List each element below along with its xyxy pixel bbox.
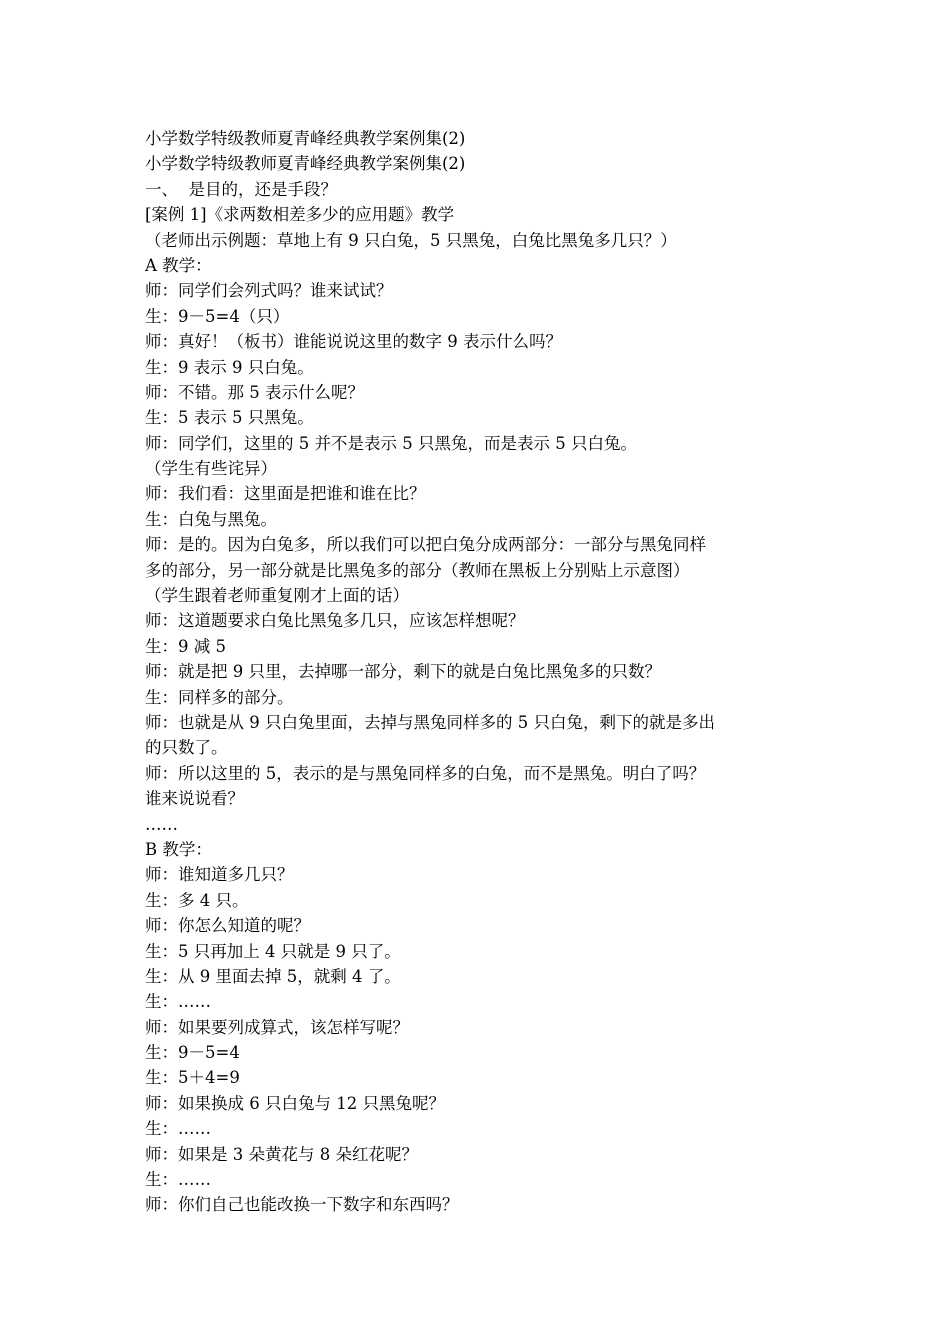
- text-line: 师：如果是 3 朵黄花与 8 朵红花呢？: [145, 1144, 418, 1164]
- text-line: 师：这道题要求白兔比黑兔多几只，应该怎样想呢？: [145, 611, 525, 631]
- text-line: 生：……: [145, 1170, 211, 1190]
- text-line: 生：9－5=4（只）: [145, 306, 290, 326]
- text-line: 生：5＋4=9: [145, 1068, 240, 1088]
- text-line: （学生有些诧异）: [145, 459, 277, 479]
- text-line: 生：9 表示 9 只白兔。: [145, 357, 314, 377]
- text-line: 的只数了。: [145, 738, 228, 758]
- document-body: [145, 126, 825, 1218]
- text-line: 生：白兔与黑兔。: [145, 509, 277, 529]
- text-line: 生：5 只再加上 4 只就是 9 只了。: [145, 941, 401, 961]
- text-line: 生：多 4 只。: [145, 890, 249, 910]
- text-line: 师：不错。那 5 表示什么呢？: [145, 382, 364, 402]
- document-subtitle: 小学数学特级教师夏青峰经典教学案例集(2): [145, 154, 466, 174]
- text-line: 师：谁知道多几只？: [145, 865, 294, 885]
- text-line: 多的部分，另一部分就是比黑兔多的部分（教师在黑板上分别贴上示意图）: [145, 560, 690, 580]
- ellipsis-line: ……: [145, 814, 178, 834]
- text-line: （学生跟着老师重复刚才上面的话）: [145, 586, 409, 606]
- section-b-heading: B 教学：: [145, 839, 212, 859]
- text-line: 生：同样多的部分。: [145, 687, 294, 707]
- text-line: 师：就是把 9 只里，去掉哪一部分，剩下的就是白兔比黑兔多的只数？: [145, 662, 661, 682]
- text-line: 生：9－5=4: [145, 1043, 240, 1063]
- text-line: 生：……: [145, 992, 211, 1012]
- text-line: 师：我们看：这里面是把谁和谁在比？: [145, 484, 426, 504]
- text-line: 师：是的。因为白兔多，所以我们可以把白兔分成两部分：一部分与黑兔同样: [145, 535, 706, 555]
- text-line: 师：如果换成 6 只白兔与 12 只黑兔呢？: [145, 1093, 445, 1113]
- text-line: 生：……: [145, 1119, 211, 1139]
- text-line: 师：同学们，这里的 5 并不是表示 5 只黑兔，而是表示 5 只白兔。: [145, 433, 637, 453]
- text-line: 师：同学们会列式吗？谁来试试？: [145, 281, 393, 301]
- section-a-heading: A 教学：: [145, 255, 212, 275]
- text-line: 师：如果要列成算式，该怎样写呢？: [145, 1017, 409, 1037]
- document-title: 小学数学特级教师夏青峰经典教学案例集(2): [145, 129, 466, 148]
- example-problem: （老师出示例题：草地上有 9 只白兔，5 只黑兔，白兔比黑兔多几只？）: [145, 230, 677, 250]
- text-line: 师：你怎么知道的呢？: [145, 916, 310, 936]
- text-line: 师：所以这里的 5，表示的是与黑兔同样多的白兔，而不是黑兔。明白了吗？: [145, 763, 706, 783]
- section-heading: 一、 是目的，还是手段？: [145, 179, 337, 199]
- text-line: 师：也就是从 9 只白兔里面，去掉与黑兔同样多的 5 只白兔，剩下的就是多出: [145, 712, 715, 732]
- text-line: 师：真好！（板书）谁能说说这里的数字 9 表示什么吗？: [145, 332, 562, 352]
- text-line: 生：5 表示 5 只黑兔。: [145, 408, 314, 428]
- text-line: 生：从 9 里面去掉 5，就剩 4 了。: [145, 966, 401, 986]
- text-line: 谁来说说看？: [145, 789, 244, 809]
- text-line: 师：你们自己也能改换一下数字和东西吗？: [145, 1195, 459, 1215]
- text-line: 生：9 减 5: [145, 636, 226, 656]
- case-heading: [案例 1]《求两数相差多少的应用题》教学: [145, 205, 455, 225]
